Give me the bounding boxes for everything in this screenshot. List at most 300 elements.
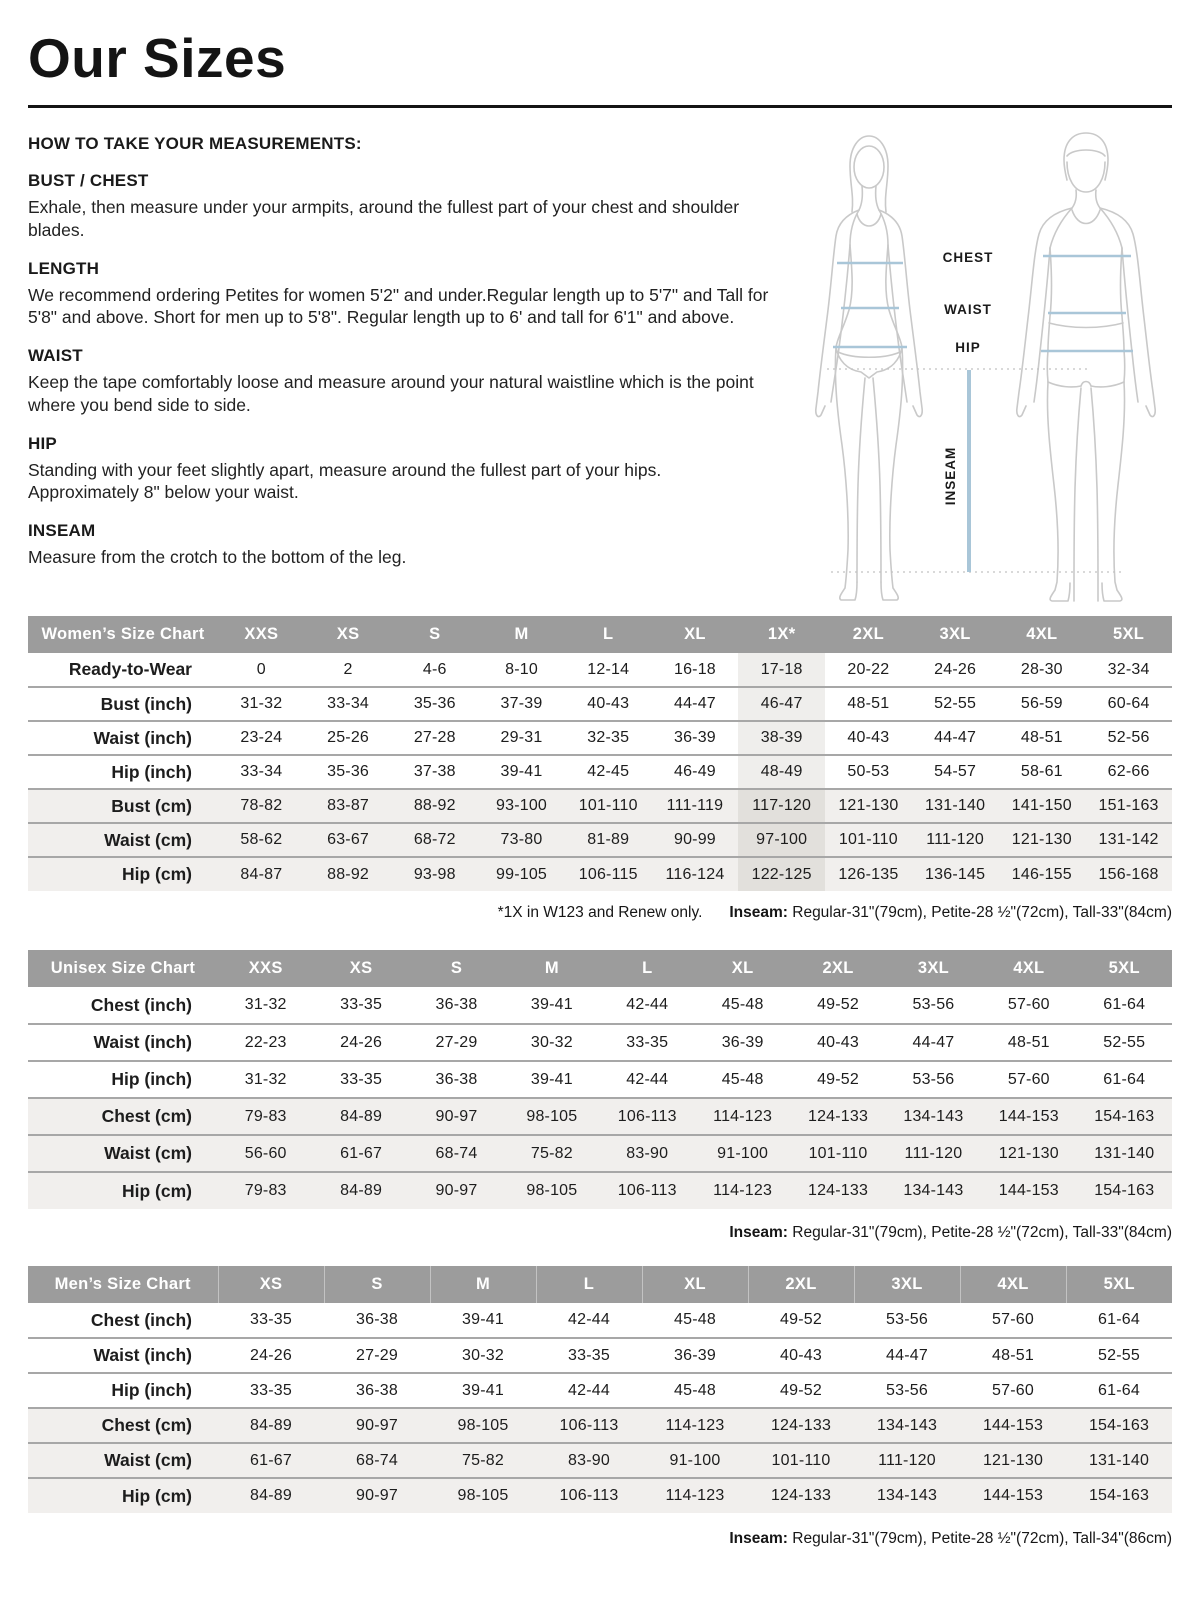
row-chest-inch xyxy=(28,1303,1172,1338)
page-title: Our Sizes xyxy=(28,27,287,89)
column-header-xl: XL xyxy=(642,1266,748,1303)
size-cell: 98-105 xyxy=(457,1487,509,1504)
column-header-l: L xyxy=(536,1266,642,1303)
size-cell: 12-14 xyxy=(587,660,630,678)
row-ready-to-wear xyxy=(28,653,1172,687)
column-header-4xl: 4XL xyxy=(998,616,1085,653)
size-cell: 88-92 xyxy=(327,865,370,883)
column-header-s: S xyxy=(391,616,478,653)
size-cell: 114-123 xyxy=(713,1107,773,1125)
figure-outlines xyxy=(816,133,1155,601)
size-cell: 48-49 xyxy=(738,755,825,789)
size-cell: 53-56 xyxy=(912,996,955,1013)
size-cell: 101-110 xyxy=(808,1144,868,1162)
size-cell: 57-60 xyxy=(992,1311,1034,1328)
size-cell: 33-34 xyxy=(240,763,283,780)
size-cell: 154-163 xyxy=(1094,1107,1155,1125)
size-cell: 97-100 xyxy=(738,823,825,857)
size-cell: 52-55 xyxy=(1103,1033,1146,1051)
size-cell: 111-120 xyxy=(878,1451,936,1469)
size-cell: 114-123 xyxy=(713,1182,773,1199)
size-cell: 39-41 xyxy=(462,1311,504,1328)
size-cell: 48-51 xyxy=(847,695,890,712)
column-header-5xl: 5XL xyxy=(1066,1266,1172,1303)
row-label: Hip (inch) xyxy=(111,761,192,782)
size-cell: 116-124 xyxy=(665,865,725,883)
size-cell: 134-143 xyxy=(876,1416,938,1434)
size-cell: 27-29 xyxy=(435,1033,478,1051)
column-header-xl: XL xyxy=(695,950,790,987)
size-cell: 52-55 xyxy=(1098,1346,1140,1364)
size-cell: 25-26 xyxy=(327,729,370,746)
size-cell: 36-38 xyxy=(356,1311,398,1328)
row-label: Waist (inch) xyxy=(93,1345,192,1365)
size-cell: 30-32 xyxy=(462,1346,504,1364)
size-cell: 37-38 xyxy=(413,763,456,780)
size-cell: 98-105 xyxy=(457,1416,509,1434)
size-cell: 39-41 xyxy=(500,763,543,780)
size-cell: 101-110 xyxy=(578,797,638,814)
size-cell: 61-64 xyxy=(1098,1381,1140,1399)
size-cell: 84-89 xyxy=(340,1182,383,1199)
row-bust-inch xyxy=(28,687,1172,721)
size-cell: 134-143 xyxy=(903,1182,964,1199)
size-cell: 61-64 xyxy=(1098,1311,1140,1328)
size-cell: 106-113 xyxy=(617,1182,677,1199)
section-body-bust-chest: Exhale, then measure under your armpits, around the fullest part of your chest and shoulder blades. xyxy=(28,197,740,240)
row-hip-inch xyxy=(28,1373,1172,1408)
size-cell: 98-105 xyxy=(526,1107,578,1125)
women-header-row xyxy=(28,616,1172,653)
size-cell: 131-142 xyxy=(1098,831,1159,848)
size-cell: 33-35 xyxy=(568,1346,610,1364)
size-cell: 39-41 xyxy=(530,996,573,1013)
size-cell: 121-130 xyxy=(838,797,899,814)
size-cell: 114-123 xyxy=(665,1487,725,1504)
size-cell: 134-143 xyxy=(903,1107,964,1125)
size-cell: 68-72 xyxy=(413,831,456,848)
size-cell: 42-44 xyxy=(626,996,669,1013)
column-header-xxs: XXS xyxy=(218,950,313,987)
size-cell: 57-60 xyxy=(992,1381,1034,1399)
size-cell: 61-67 xyxy=(340,1144,383,1162)
size-cell: 24-26 xyxy=(934,660,977,678)
inseam-note-label: Inseam: xyxy=(729,1224,788,1241)
column-header-4xl: 4XL xyxy=(960,1266,1066,1303)
row-label: Chest (cm) xyxy=(101,1415,192,1435)
size-cell: 121-130 xyxy=(982,1451,1044,1469)
measurement-diagram xyxy=(791,120,1176,607)
size-cell: 42-44 xyxy=(626,1070,669,1088)
row-hip-inch xyxy=(28,755,1172,789)
womens-footnote: *1X in W123 and Renew only. xyxy=(497,904,703,921)
size-cell: 0 xyxy=(256,660,266,678)
size-cell: 84-87 xyxy=(240,865,283,883)
row-chest-cm xyxy=(28,1098,1172,1135)
inseam-note-text: Regular-31"(79cm), Petite-28 ½"(72cm), Tall-33"(84cm) xyxy=(792,904,1172,921)
size-cell: 8-10 xyxy=(505,660,538,678)
size-cell: 29-31 xyxy=(500,729,543,746)
size-cell: 84-89 xyxy=(250,1416,292,1434)
unisex-table-notes xyxy=(28,1222,1172,1244)
size-cell: 73-80 xyxy=(500,831,543,848)
row-waist-inch xyxy=(28,1338,1172,1373)
section-body-waist: Keep the tape comfortably loose and measure around your natural waistline which is the point where you bend side to side. xyxy=(28,372,754,415)
column-header-l: L xyxy=(600,950,695,987)
size-cell: 31-32 xyxy=(240,695,283,712)
size-cell: 32-34 xyxy=(1107,660,1150,678)
size-cell: 90-97 xyxy=(356,1487,398,1504)
size-cell: 83-90 xyxy=(568,1451,610,1469)
title-divider xyxy=(28,105,1172,108)
row-hip-cm xyxy=(28,857,1172,891)
size-cell: 90-97 xyxy=(435,1182,478,1199)
size-cell: 88-92 xyxy=(413,797,456,814)
size-cell: 84-89 xyxy=(250,1487,292,1504)
size-cell: 63-67 xyxy=(327,831,370,848)
size-cell: 144-153 xyxy=(982,1416,1044,1434)
size-cell: 134-143 xyxy=(876,1487,938,1504)
size-cell: 38-39 xyxy=(738,721,825,755)
inseam-label: INSEAM xyxy=(943,446,958,506)
hip-label: HIP xyxy=(955,340,981,355)
size-cell: 22-23 xyxy=(244,1033,287,1051)
size-cell: 48-51 xyxy=(1007,1033,1050,1051)
column-header-xs: XS xyxy=(313,950,408,987)
size-cell: 75-82 xyxy=(462,1451,504,1469)
column-header-5xl: 5XL xyxy=(1077,950,1172,987)
size-cell: 27-28 xyxy=(413,729,456,746)
size-cell: 136-145 xyxy=(925,865,986,883)
men-header-row xyxy=(28,1266,1172,1303)
size-cell: 90-99 xyxy=(673,831,716,848)
section-body-hip: Standing with your feet slightly apart, measure around the fullest part of your hips. Approximately 8" below your waist. xyxy=(28,459,662,503)
size-cell: 49-52 xyxy=(780,1381,822,1399)
size-cell: 144-153 xyxy=(998,1182,1059,1199)
size-cell: 106-113 xyxy=(617,1107,677,1125)
row-label: Chest (cm) xyxy=(101,1106,192,1126)
mens-size-chart xyxy=(28,1266,1172,1513)
inseam-note-label: Inseam: xyxy=(729,904,788,921)
size-cell: 101-110 xyxy=(838,831,898,848)
column-header-xs: XS xyxy=(218,1266,324,1303)
size-cell: 111-120 xyxy=(904,1144,963,1162)
size-cell: 117-120 xyxy=(738,789,825,823)
size-cell: 93-98 xyxy=(413,865,456,883)
section-body-inseam: Measure from the crotch to the bottom of the leg. xyxy=(28,547,407,567)
size-cell: 91-100 xyxy=(717,1144,769,1162)
size-cell: 68-74 xyxy=(356,1451,398,1469)
inseam-note-label: Inseam: xyxy=(729,1530,788,1547)
size-cell: 37-39 xyxy=(500,695,543,712)
size-cell: 48-51 xyxy=(992,1346,1034,1364)
section-title-length: LENGTH xyxy=(28,258,100,278)
size-cell: 61-67 xyxy=(250,1451,292,1469)
size-cell: 36-39 xyxy=(673,729,716,746)
womens-size-chart xyxy=(28,616,1172,891)
size-cell: 20-22 xyxy=(847,660,890,678)
size-cell: 33-35 xyxy=(340,1070,383,1088)
size-cell: 56-59 xyxy=(1020,695,1063,712)
size-cell: 46-49 xyxy=(673,763,716,780)
size-cell: 75-82 xyxy=(530,1144,573,1162)
measurement-instructions-section xyxy=(28,134,1172,605)
size-cell: 79-83 xyxy=(244,1182,287,1199)
size-cell: 52-56 xyxy=(1107,729,1150,746)
size-cell: 68-74 xyxy=(435,1144,478,1162)
size-cell: 154-163 xyxy=(1088,1487,1150,1504)
column-header-s: S xyxy=(324,1266,430,1303)
mens-inseam-note xyxy=(729,1530,1172,1548)
row-label: Chest (inch) xyxy=(90,1309,192,1330)
column-header-xs: XS xyxy=(305,616,392,653)
size-cell: 60-64 xyxy=(1107,695,1150,712)
row-hip-cm xyxy=(28,1172,1172,1209)
row-waist-cm xyxy=(28,1443,1172,1478)
size-cell: 131-140 xyxy=(1094,1144,1155,1162)
size-cell: 39-41 xyxy=(462,1381,504,1399)
size-cell: 58-62 xyxy=(240,831,283,848)
size-cell: 57-60 xyxy=(1007,996,1050,1013)
size-cell: 42-45 xyxy=(587,763,630,780)
size-cell: 33-35 xyxy=(250,1381,292,1399)
row-chest-inch xyxy=(28,987,1172,1024)
size-cell: 45-48 xyxy=(721,1070,764,1088)
inseam-note-text: Regular-31"(79cm), Petite-28 ½"(72cm), Tall-33"(84cm) xyxy=(792,1224,1172,1241)
section-body-length: We recommend ordering Petites for women 5'2" and under.Regular length up to 5'7" and Tall for 5'8" and above. Short for men up to 5'8". Regular length up to 6' and tall for 6'1" and above. xyxy=(28,284,769,328)
size-cell: 36-38 xyxy=(435,996,478,1013)
size-cell: 53-56 xyxy=(912,1070,955,1088)
size-cell: 154-163 xyxy=(1094,1182,1155,1199)
row-hip-inch xyxy=(28,1061,1172,1098)
size-cell: 53-56 xyxy=(886,1311,928,1328)
size-cell: 56-60 xyxy=(244,1144,287,1162)
row-label: Bust (cm) xyxy=(111,795,192,816)
size-cell: 44-47 xyxy=(934,729,977,746)
size-cell: 154-163 xyxy=(1088,1416,1150,1434)
size-cell: 24-26 xyxy=(250,1346,292,1364)
size-cell: 40-43 xyxy=(587,695,630,712)
size-cell: 131-140 xyxy=(1088,1451,1150,1469)
size-cell: 84-89 xyxy=(340,1107,383,1125)
row-label: Waist (cm) xyxy=(104,1450,192,1470)
size-cell: 124-133 xyxy=(807,1107,869,1125)
section-title-inseam: INSEAM xyxy=(28,521,96,540)
size-cell: 36-39 xyxy=(674,1346,716,1364)
size-cell: 156-168 xyxy=(1098,865,1159,883)
size-cell: 111-119 xyxy=(666,797,724,814)
size-cell: 62-66 xyxy=(1107,763,1150,780)
section-title-bust-chest: BUST / CHEST xyxy=(28,171,149,190)
size-cell: 42-44 xyxy=(568,1381,610,1399)
size-cell: 101-110 xyxy=(771,1451,831,1469)
size-cell: 46-47 xyxy=(738,687,825,721)
size-cell: 31-32 xyxy=(244,1070,287,1088)
size-cell: 99-105 xyxy=(496,865,548,883)
size-cell: 35-36 xyxy=(327,763,370,780)
unisex-header-row xyxy=(28,950,1172,987)
women-table-title: Women’s Size Chart xyxy=(28,616,218,653)
size-cell: 4-6 xyxy=(422,660,447,678)
size-cell: 121-130 xyxy=(1011,831,1072,848)
size-cell: 57-60 xyxy=(1007,1070,1050,1088)
size-cell: 141-150 xyxy=(1011,797,1072,814)
size-cell: 39-41 xyxy=(530,1070,573,1088)
size-cell: 83-90 xyxy=(626,1144,669,1162)
inseam-note-text: Regular-31"(79cm), Petite-28 ½"(72cm), Tall-34"(86cm) xyxy=(792,1530,1172,1547)
row-waist-cm xyxy=(28,823,1172,857)
size-cell: 114-123 xyxy=(665,1416,725,1434)
row-label: Waist (inch) xyxy=(93,1032,192,1052)
size-cell: 40-43 xyxy=(780,1346,822,1364)
size-cell: 50-53 xyxy=(847,763,890,780)
size-cell: 90-97 xyxy=(356,1416,398,1434)
inseam-guide-dotted-lines xyxy=(827,369,1123,572)
size-cell: 45-48 xyxy=(674,1381,716,1399)
size-cell: 40-43 xyxy=(817,1033,859,1051)
size-cell: 90-97 xyxy=(435,1107,478,1125)
column-header-2xl: 2XL xyxy=(748,1266,854,1303)
row-waist-cm xyxy=(28,1135,1172,1172)
size-cell: 24-26 xyxy=(340,1033,383,1051)
size-cell: 98-105 xyxy=(526,1182,578,1199)
size-cell: 146-155 xyxy=(1011,865,1072,883)
size-cell: 36-38 xyxy=(356,1381,398,1399)
size-cell: 122-125 xyxy=(738,857,825,891)
size-cell: 83-87 xyxy=(327,797,370,814)
size-cell: 44-47 xyxy=(886,1346,928,1364)
size-cell: 58-61 xyxy=(1020,763,1063,780)
mens-table-notes xyxy=(28,1528,1172,1550)
size-cell: 32-35 xyxy=(587,729,630,746)
size-cell: 81-89 xyxy=(587,831,630,848)
chest-label: CHEST xyxy=(942,250,994,265)
size-cell: 48-51 xyxy=(1020,729,1063,746)
section-title-hip: HIP xyxy=(28,433,57,453)
size-cell: 44-47 xyxy=(912,1033,955,1051)
size-cell: 124-133 xyxy=(807,1182,869,1199)
column-header-s: S xyxy=(409,950,504,987)
row-label: Waist (cm) xyxy=(104,1143,192,1163)
size-cell: 33-35 xyxy=(250,1311,292,1328)
column-header-4xl: 4XL xyxy=(981,950,1076,987)
size-cell: 40-43 xyxy=(847,729,890,746)
size-cell: 78-82 xyxy=(240,797,283,814)
size-cell: 16-18 xyxy=(673,660,716,678)
row-label: Ready-to-Wear xyxy=(68,659,192,679)
row-hip-cm xyxy=(28,1478,1172,1513)
size-cell: 31-32 xyxy=(244,996,287,1013)
column-header-xl: XL xyxy=(652,616,739,653)
size-cell: 23-24 xyxy=(240,729,283,746)
column-header-3xl: 3XL xyxy=(912,616,999,653)
size-cell: 144-153 xyxy=(998,1107,1059,1125)
column-header-1x: 1X* xyxy=(738,616,825,653)
size-cell: 106-113 xyxy=(559,1487,619,1504)
size-cell: 49-52 xyxy=(817,1070,859,1088)
size-cell: 36-39 xyxy=(721,1033,764,1051)
size-cell: 61-64 xyxy=(1103,1070,1146,1088)
column-header-xxs: XXS xyxy=(218,616,305,653)
size-cell: 144-153 xyxy=(982,1487,1044,1504)
size-cell: 54-57 xyxy=(934,763,977,780)
size-cell: 28-30 xyxy=(1020,660,1063,678)
size-cell: 27-29 xyxy=(356,1346,398,1364)
unisex-size-chart xyxy=(28,950,1172,1209)
size-cell: 42-44 xyxy=(568,1311,610,1328)
column-header-m: M xyxy=(478,616,565,653)
column-header-3xl: 3XL xyxy=(886,950,981,987)
row-waist-inch xyxy=(28,721,1172,755)
size-cell: 91-100 xyxy=(669,1451,721,1469)
size-cell: 131-140 xyxy=(925,797,986,814)
row-label: Hip (cm) xyxy=(122,1485,192,1506)
womens-table-notes xyxy=(28,902,1172,924)
instructions-column xyxy=(28,134,773,569)
size-cell: 33-35 xyxy=(626,1033,669,1051)
size-cell: 35-36 xyxy=(413,695,456,712)
column-header-m: M xyxy=(504,950,599,987)
size-cell: 45-48 xyxy=(721,996,764,1013)
size-cell: 106-113 xyxy=(559,1416,619,1434)
column-header-2xl: 2XL xyxy=(790,950,885,987)
column-header-5xl: 5XL xyxy=(1085,616,1172,653)
size-cell: 61-64 xyxy=(1103,996,1146,1013)
row-label: Hip (inch) xyxy=(111,1380,192,1400)
row-label: Chest (inch) xyxy=(90,994,192,1015)
size-cell: 30-32 xyxy=(530,1033,573,1051)
size-cell: 36-38 xyxy=(435,1070,478,1088)
row-label: Waist (cm) xyxy=(104,829,192,850)
womens-inseam-note xyxy=(729,904,1172,922)
row-waist-inch xyxy=(28,1024,1172,1061)
size-cell: 93-100 xyxy=(496,797,548,814)
column-header-2xl: 2XL xyxy=(825,616,912,653)
unisex-inseam-note xyxy=(729,1224,1172,1242)
row-label: Hip (inch) xyxy=(111,1069,192,1089)
waist-label: WAIST xyxy=(944,302,992,317)
column-header-l: L xyxy=(565,616,652,653)
section-title-waist: WAIST xyxy=(28,346,83,365)
size-cell: 2 xyxy=(343,660,353,678)
size-cell: 52-55 xyxy=(934,695,977,712)
size-cell: 49-52 xyxy=(780,1311,822,1328)
row-label: Waist (inch) xyxy=(93,727,192,748)
size-cell: 79-83 xyxy=(244,1107,287,1125)
size-cell: 111-120 xyxy=(926,831,984,848)
column-header-m: M xyxy=(430,1266,536,1303)
size-cell: 45-48 xyxy=(674,1311,716,1328)
size-cell: 121-130 xyxy=(998,1144,1059,1162)
row-label: Hip (cm) xyxy=(122,864,192,884)
unisex-table-title: Unisex Size Chart xyxy=(28,950,218,987)
size-cell: 33-34 xyxy=(327,695,370,712)
row-label: Hip (cm) xyxy=(122,1180,192,1201)
size-cell: 49-52 xyxy=(817,996,859,1013)
size-cell: 151-163 xyxy=(1098,797,1159,814)
size-cell: 33-35 xyxy=(340,996,383,1013)
row-label: Bust (inch) xyxy=(100,693,192,714)
instructions-heading: HOW TO TAKE YOUR MEASUREMENTS: xyxy=(28,134,362,153)
column-header-3xl: 3XL xyxy=(854,1266,960,1303)
size-cell: 124-133 xyxy=(770,1487,832,1504)
size-cell: 17-18 xyxy=(738,653,825,687)
size-cell: 44-47 xyxy=(673,695,716,712)
size-cell: 126-135 xyxy=(838,865,899,883)
men-table-title: Men’s Size Chart xyxy=(28,1266,218,1303)
row-chest-cm xyxy=(28,1408,1172,1443)
size-cell: 124-133 xyxy=(770,1416,832,1434)
